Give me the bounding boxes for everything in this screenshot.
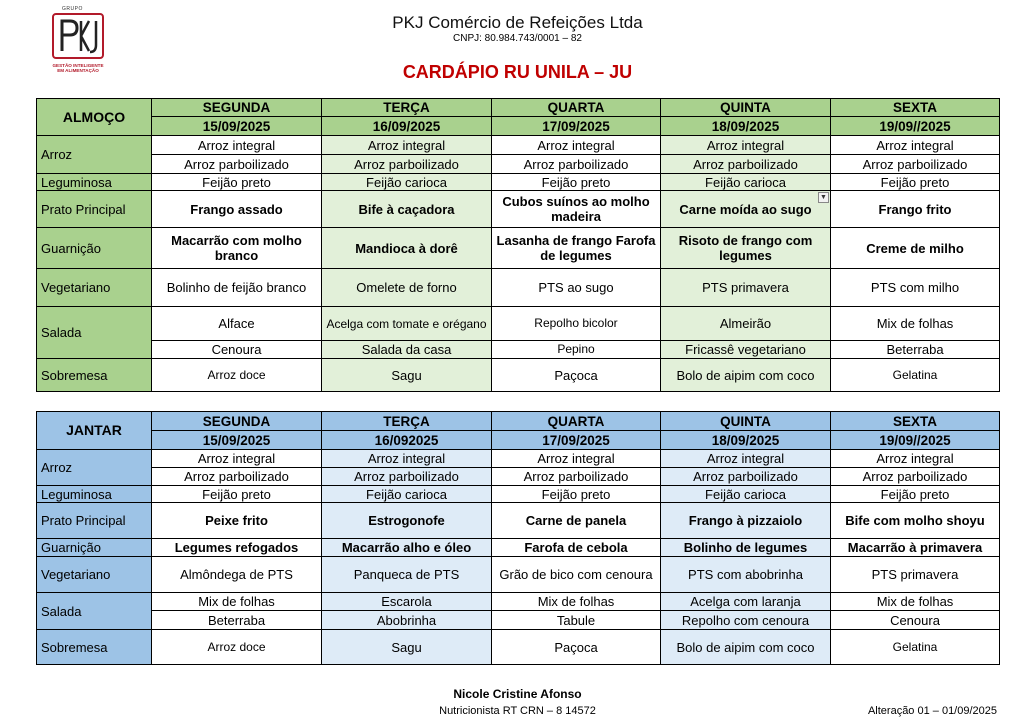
dinner-arroz-2-wed: Arroz parboilizado — [492, 468, 661, 486]
lunch-sobremesa-wed: Paçoca — [492, 359, 661, 392]
dinner-date-thu: 18/09/2025 — [661, 431, 831, 450]
dinner-day-fri: SEXTA — [831, 412, 1000, 431]
dinner-label: JANTAR — [37, 412, 152, 450]
dinner-arroz-2-mon: Arroz parboilizado — [152, 468, 322, 486]
dinner-salada-1-thu: Acelga com laranja — [661, 593, 831, 611]
dinner-cat-guarnicao: Guarnição — [37, 539, 152, 557]
dinner-salada-2-thu: Repolho com cenoura — [661, 611, 831, 630]
lunch-cat-prato: Prato Principal — [37, 191, 152, 228]
dinner-cat-leguminosa: Leguminosa — [37, 486, 152, 503]
dinner-cat-vegetariano: Vegetariano — [37, 557, 152, 593]
lunch-guarnicao-mon: Macarrão com molho branco — [152, 228, 322, 269]
dinner-sobremesa-tue: Sagu — [322, 630, 492, 665]
lunch-prato-thu-cell[interactable] — [661, 191, 831, 228]
lunch-guarnicao-thu: Risoto de frango com legumes — [661, 228, 831, 269]
dinner-vegetariano-thu: PTS com abobrinha — [661, 557, 831, 593]
dinner-day-wed: QUARTA — [492, 412, 661, 431]
lunch-date-tue: 16/09/2025 — [322, 117, 492, 136]
company-cnpj: CNPJ: 80.984.743/0001 – 82 — [453, 33, 582, 44]
lunch-guarnicao-tue: Mandioca à dorê — [322, 228, 492, 269]
lunch-menu-table — [36, 98, 1000, 392]
dinner-arroz-1-fri: Arroz integral — [831, 450, 1000, 468]
dinner-date-mon: 15/09/2025 — [152, 431, 322, 450]
lunch-day-fri: SEXTA — [831, 99, 1000, 117]
lunch-salada-2-fri: Beterraba — [831, 341, 1000, 359]
dinner-arroz-2-fri: Arroz parboilizado — [831, 468, 1000, 486]
dinner-date-fri: 19/09//2025 — [831, 431, 1000, 450]
lunch-vegetariano-thu: PTS primavera — [661, 269, 831, 307]
lunch-day-wed: QUARTA — [492, 99, 661, 117]
lunch-salada-2-wed: Pepino — [492, 341, 661, 359]
lunch-prato-wed: Cubos suínos ao molho madeira — [492, 191, 661, 228]
dinner-guarnicao-wed: Farofa de cebola — [492, 539, 661, 557]
lunch-arroz-2-mon: Arroz parboilizado — [152, 155, 322, 174]
dinner-guarnicao-thu: Bolinho de legumes — [661, 539, 831, 557]
lunch-day-mon: SEGUNDA — [152, 99, 322, 117]
nutritionist-role: Nutricionista RT CRN – 8 14572 — [439, 705, 596, 717]
lunch-date-thu: 18/09/2025 — [661, 117, 831, 136]
dinner-guarnicao-fri: Macarrão à primavera — [831, 539, 1000, 557]
lunch-cat-sobremesa: Sobremesa — [37, 359, 152, 392]
lunch-prato-fri: Frango frito — [831, 191, 1000, 228]
dinner-vegetariano-mon: Almôndega de PTS — [152, 557, 322, 593]
dinner-arroz-1-wed: Arroz integral — [492, 450, 661, 468]
lunch-vegetariano-mon: Bolinho de feijão branco — [152, 269, 322, 307]
company-name: PKJ Comércio de Refeições Ltda — [392, 13, 643, 32]
dinner-salada-2-fri: Cenoura — [831, 611, 1000, 630]
dinner-salada-1-wed: Mix de folhas — [492, 593, 661, 611]
dinner-sobremesa-wed: Paçoca — [492, 630, 661, 665]
dinner-prato-tue: Estrogonofe — [322, 503, 492, 539]
dinner-arroz-1-tue: Arroz integral — [322, 450, 492, 468]
lunch-date-fri: 19/09//2025 — [831, 117, 1000, 136]
lunch-arroz-2-tue: Arroz parboilizado — [322, 155, 492, 174]
lunch-prato-mon: Frango assado — [152, 191, 322, 228]
lunch-label: ALMOÇO — [37, 99, 152, 136]
logo-group-text: GRUPO — [62, 6, 83, 12]
lunch-cat-vegetariano: Vegetariano — [37, 269, 152, 307]
dinner-prato-fri: Bife com molho shoyu — [831, 503, 1000, 539]
dinner-prato-mon: Peixe frito — [152, 503, 322, 539]
dinner-cat-salada: Salada — [37, 593, 152, 630]
dinner-arroz-2-thu: Arroz parboilizado — [661, 468, 831, 486]
lunch-sobremesa-thu: Bolo de aipim com coco — [661, 359, 831, 392]
dinner-salada-1-mon: Mix de folhas — [152, 593, 322, 611]
lunch-salada-1-wed: Repolho bicolor — [492, 307, 661, 341]
dinner-salada-2-tue: Abobrinha — [322, 611, 492, 630]
nutritionist-name: Nicole Cristine Afonso — [453, 687, 582, 701]
logo-tagline: GESTÃO INTELIGENTE EM ALIMENTAÇÃO — [52, 63, 104, 74]
dinner-leguminosa-fri: Feijão preto — [831, 486, 1000, 503]
dinner-prato-wed: Carne de panela — [492, 503, 661, 539]
lunch-prato-thu: Carne moída ao sugo — [679, 201, 812, 217]
dinner-day-mon: SEGUNDA — [152, 412, 322, 431]
lunch-salada-1-fri: Mix de folhas — [831, 307, 1000, 341]
lunch-arroz-1-fri: Arroz integral — [831, 136, 1000, 155]
lunch-salada-1-thu: Almeirão — [661, 307, 831, 341]
lunch-arroz-2-thu: Arroz parboilizado — [661, 155, 831, 174]
dinner-leguminosa-tue: Feijão carioca — [322, 486, 492, 503]
dinner-vegetariano-wed: Grão de bico com cenoura — [492, 557, 661, 593]
lunch-cat-arroz: Arroz — [37, 136, 152, 174]
dinner-menu-table — [36, 411, 1000, 665]
lunch-salada-2-mon: Cenoura — [152, 341, 322, 359]
lunch-prato-tue: Bife à caçadora — [322, 191, 492, 228]
dinner-date-tue: 16/092025 — [322, 431, 492, 450]
lunch-leguminosa-thu: Feijão carioca — [661, 174, 831, 191]
lunch-date-wed: 17/09/2025 — [492, 117, 661, 136]
dinner-salada-2-wed: Tabule — [492, 611, 661, 630]
lunch-arroz-1-tue: Arroz integral — [322, 136, 492, 155]
lunch-arroz-1-thu: Arroz integral — [661, 136, 831, 155]
lunch-cat-salada: Salada — [37, 307, 152, 359]
dinner-leguminosa-wed: Feijão preto — [492, 486, 661, 503]
revision-note: Alteração 01 – 01/09/2025 — [867, 705, 997, 717]
dinner-guarnicao-mon: Legumes refogados — [152, 539, 322, 557]
dinner-salada-1-fri: Mix de folhas — [831, 593, 1000, 611]
lunch-arroz-1-mon: Arroz integral — [152, 136, 322, 155]
lunch-guarnicao-fri: Creme de milho — [831, 228, 1000, 269]
lunch-sobremesa-fri: Gelatina — [831, 359, 1000, 392]
lunch-day-thu: QUINTA — [661, 99, 831, 117]
dinner-arroz-1-mon: Arroz integral — [152, 450, 322, 468]
dinner-sobremesa-mon: Arroz doce — [152, 630, 322, 665]
dinner-leguminosa-mon: Feijão preto — [152, 486, 322, 503]
dinner-leguminosa-thu: Feijão carioca — [661, 486, 831, 503]
dinner-sobremesa-fri: Gelatina — [831, 630, 1000, 665]
lunch-sobremesa-mon: Arroz doce — [152, 359, 322, 392]
dinner-prato-thu: Frango à pizzaiolo — [661, 503, 831, 539]
lunch-arroz-1-wed: Arroz integral — [492, 136, 661, 155]
lunch-leguminosa-tue: Feijão carioca — [322, 174, 492, 191]
lunch-leguminosa-wed: Feijão preto — [492, 174, 661, 191]
dinner-salada-2-mon: Beterraba — [152, 611, 322, 630]
dinner-cat-sobremesa: Sobremesa — [37, 630, 152, 665]
lunch-salada-2-tue: Salada da casa — [322, 341, 492, 359]
dinner-arroz-1-thu: Arroz integral — [661, 450, 831, 468]
dinner-day-thu: QUINTA — [661, 412, 831, 431]
lunch-day-tue: TERÇA — [322, 99, 492, 117]
dinner-cat-prato: Prato Principal — [37, 503, 152, 539]
dinner-date-wed: 17/09/2025 — [492, 431, 661, 450]
lunch-salada-1-mon: Alface — [152, 307, 322, 341]
dinner-salada-1-tue: Escarola — [322, 593, 492, 611]
lunch-date-mon: 15/09/2025 — [152, 117, 322, 136]
lunch-salada-2-thu: Fricassê vegetariano — [661, 341, 831, 359]
dinner-vegetariano-fri: PTS primavera — [831, 557, 1000, 593]
dropdown-arrow-icon[interactable]: ▼ — [818, 192, 829, 203]
lunch-salada-1-tue: Acelga com tomate e orégano — [322, 307, 492, 341]
dinner-arroz-2-tue: Arroz parboilizado — [322, 468, 492, 486]
lunch-vegetariano-fri: PTS com milho — [831, 269, 1000, 307]
lunch-cat-guarnicao: Guarnição — [37, 228, 152, 269]
lunch-leguminosa-mon: Feijão preto — [152, 174, 322, 191]
dinner-guarnicao-tue: Macarrão alho e óleo — [322, 539, 492, 557]
lunch-vegetariano-wed: PTS ao sugo — [492, 269, 661, 307]
lunch-leguminosa-fri: Feijão preto — [831, 174, 1000, 191]
lunch-sobremesa-tue: Sagu — [322, 359, 492, 392]
dinner-vegetariano-tue: Panqueca de PTS — [322, 557, 492, 593]
lunch-guarnicao-wed: Lasanha de frango Farofa de legumes — [492, 228, 661, 269]
dinner-sobremesa-thu: Bolo de aipim com coco — [661, 630, 831, 665]
lunch-cat-leguminosa: Leguminosa — [37, 174, 152, 191]
dinner-cat-arroz: Arroz — [37, 450, 152, 486]
dinner-day-tue: TERÇA — [322, 412, 492, 431]
lunch-arroz-2-wed: Arroz parboilizado — [492, 155, 661, 174]
lunch-vegetariano-tue: Omelete de forno — [322, 269, 492, 307]
menu-title: CARDÁPIO RU UNILA – JU — [402, 62, 633, 82]
lunch-arroz-2-fri: Arroz parboilizado — [831, 155, 1000, 174]
